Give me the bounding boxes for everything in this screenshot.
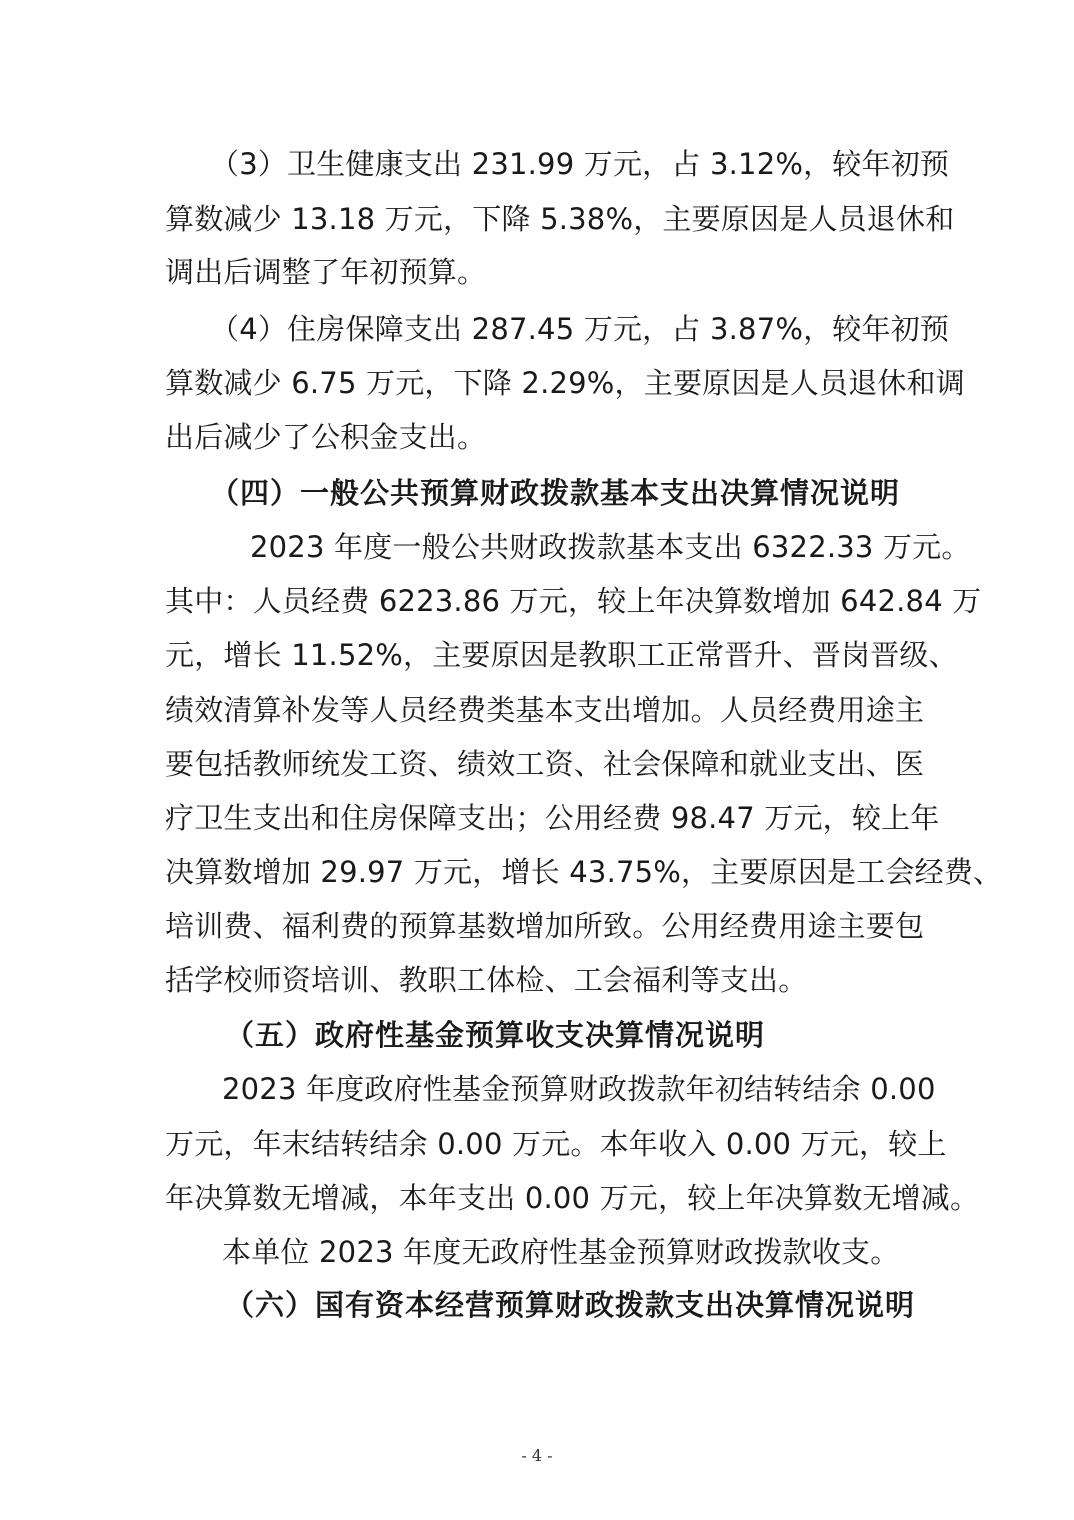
- text-line: 决算数增加 29.97 万元，增长 43.75%，主要原因是工会经费、: [165, 855, 1003, 889]
- text-line: 2023 年度政府性基金预算财政拨款年初结转结余 0.00: [222, 1072, 936, 1106]
- text-line: 调出后调整了年初预算。: [165, 255, 487, 289]
- text-line: 年决算数无增减，本年支出 0.00 万元，较上年决算数无增减。: [165, 1181, 980, 1215]
- text-line: 本单位 2023 年度无政府性基金预算财政拨款收支。: [222, 1235, 900, 1269]
- text-line: （3）卫生健康支出 231.99 万元，占 3.12%，较年初预: [210, 147, 950, 181]
- text-line: 万元，年末结转结余 0.00 万元。本年收入 0.00 万元，较上: [165, 1127, 947, 1161]
- section-heading: （五）政府性基金预算收支决算情况说明: [225, 1018, 766, 1052]
- page-number: - 4 -: [521, 1446, 553, 1465]
- text-line: 2023 年度一般公共财政拨款基本支出 6322.33 万元。: [250, 530, 971, 564]
- text-line: 其中：人员经费 6223.86 万元，较上年决算数增加 642.84 万: [165, 584, 982, 618]
- text-line: 元，增长 11.52%，主要原因是教职工正常晋升、晋岗晋级、: [165, 638, 958, 672]
- text-line: 要包括教师统发工资、绩效工资、社会保障和就业支出、医: [165, 747, 925, 781]
- section-heading: （六）国有资本经营预算财政拨款支出决算情况说明: [225, 1288, 916, 1322]
- text-line: 疗卫生支出和住房保障支出；公用经费 98.47 万元，较上年: [165, 801, 940, 835]
- text-line: 培训费、福利费的预算基数增加所致。公用经费用途主要包: [165, 909, 925, 943]
- text-line: 绩效清算补发等人员经费类基本支出增加。人员经费用途主: [165, 693, 925, 727]
- text-line: 算数减少 13.18 万元，下降 5.38%，主要原因是人员退休和: [165, 202, 955, 236]
- text-line: 括学校师资培训、教职工体检、工会福利等支出。: [165, 963, 808, 997]
- text-line: 算数减少 6.75 万元，下降 2.29%，主要原因是人员退休和调: [165, 366, 965, 400]
- text-line: （4）住房保障支出 287.45 万元，占 3.87%，较年初预: [210, 312, 950, 346]
- section-heading: （四）一般公共预算财政拨款基本支出决算情况说明: [210, 476, 901, 510]
- text-line: 出后减少了公积金支出。: [165, 420, 487, 454]
